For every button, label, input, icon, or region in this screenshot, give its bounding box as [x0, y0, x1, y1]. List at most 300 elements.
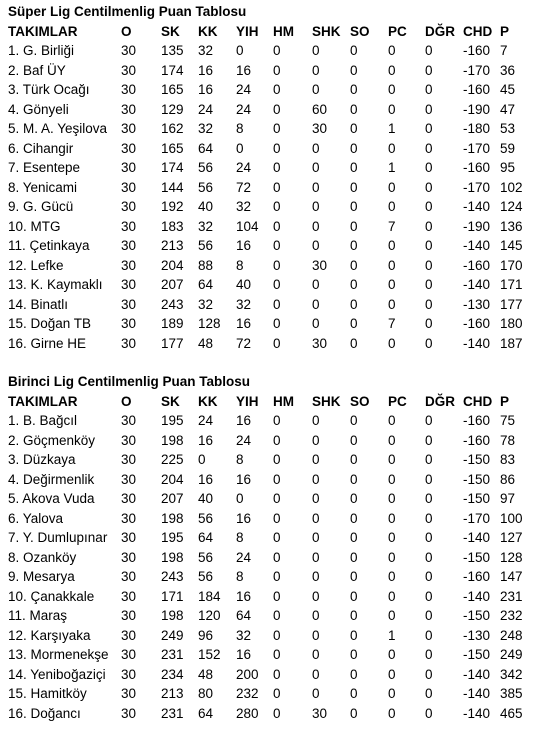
cell-yih: 16 — [236, 238, 252, 253]
cell-hm: 0 — [273, 335, 281, 351]
cell-team: 1. B. Bağcıl — [8, 413, 78, 428]
cell-dgr: 0 — [425, 316, 433, 331]
cell-hm: 0 — [273, 491, 281, 506]
cell-p: 102 — [500, 179, 523, 195]
cell-shk: 0 — [312, 452, 320, 467]
cell-yih: 24 — [236, 432, 252, 448]
cell-chd: -140 — [463, 705, 491, 721]
cell-hm: 0 — [273, 121, 281, 136]
cell-yih: 16 — [236, 471, 252, 487]
cell-yih: 72 — [236, 179, 252, 195]
cell-shk: 0 — [312, 199, 320, 214]
cell-so: 0 — [350, 432, 358, 448]
cell-so: 0 — [350, 296, 358, 312]
cell-chd: -130 — [463, 296, 491, 312]
birinci-lig-table — [8, 392, 533, 724]
cell-pc: 0 — [388, 569, 396, 584]
cell-shk: 0 — [312, 471, 320, 487]
cell-chd: -150 — [463, 608, 491, 623]
cell-o: 30 — [121, 530, 137, 545]
cell-sk: 213 — [161, 686, 184, 701]
cell-shk: 0 — [312, 608, 320, 623]
cell-chd: -160 — [463, 432, 491, 448]
cell-o: 30 — [121, 705, 137, 721]
cell-yih: 104 — [236, 218, 259, 234]
cell-team: 8. Ozanköy — [8, 549, 77, 565]
cell-sk: 234 — [161, 666, 184, 682]
table-row — [8, 314, 533, 334]
cell-kk: 56 — [198, 569, 214, 584]
cell-pc: 0 — [388, 491, 396, 506]
cell-kk: 32 — [198, 43, 214, 58]
cell-sk: 195 — [161, 413, 184, 428]
cell-so: 0 — [350, 627, 358, 643]
cell-sk: 198 — [161, 510, 184, 526]
cell-shk: 30 — [312, 257, 328, 273]
header-row — [8, 392, 533, 412]
cell-shk: 0 — [312, 569, 320, 584]
header-pc: PC — [388, 393, 407, 409]
table-row — [8, 431, 533, 451]
cell-o: 30 — [121, 452, 137, 467]
cell-pc: 0 — [388, 238, 396, 253]
table-row — [8, 139, 533, 159]
cell-dgr: 0 — [425, 452, 433, 467]
cell-dgr: 0 — [425, 82, 433, 97]
cell-so: 0 — [350, 608, 358, 623]
cell-shk: 0 — [312, 218, 320, 234]
table-row — [8, 450, 533, 470]
table-header — [8, 392, 533, 412]
cell-pc: 0 — [388, 413, 396, 428]
table-row — [8, 61, 533, 81]
cell-hm: 0 — [273, 666, 281, 682]
cell-kk: 56 — [198, 160, 214, 175]
cell-so: 0 — [350, 588, 358, 604]
cell-p: 78 — [500, 432, 516, 448]
table-row — [8, 275, 533, 295]
cell-p: 342 — [500, 666, 523, 682]
cell-hm: 0 — [273, 296, 281, 312]
cell-team: 16. Doğancı — [8, 705, 81, 721]
cell-sk: 249 — [161, 627, 184, 643]
cell-sk: 198 — [161, 549, 184, 565]
cell-so: 0 — [350, 530, 358, 545]
cell-team: 12. Karşıyaka — [8, 627, 91, 643]
cell-shk: 0 — [312, 588, 320, 604]
cell-yih: 72 — [236, 335, 252, 351]
cell-yih: 64 — [236, 608, 252, 623]
cell-shk: 0 — [312, 140, 320, 156]
table-row — [8, 509, 533, 529]
cell-dgr: 0 — [425, 62, 433, 78]
cell-team: 14. Yeniboğaziçi — [8, 666, 106, 682]
cell-o: 30 — [121, 335, 137, 351]
cell-so: 0 — [350, 335, 358, 351]
cell-shk: 0 — [312, 179, 320, 195]
cell-team: 4. Değirmenlik — [8, 471, 95, 487]
cell-sk: 183 — [161, 218, 184, 234]
cell-dgr: 0 — [425, 686, 433, 701]
cell-o: 30 — [121, 491, 137, 506]
cell-pc: 0 — [388, 296, 396, 312]
cell-team: 13. Mormenekşe — [8, 647, 109, 662]
cell-so: 0 — [350, 218, 358, 234]
cell-team: 9. G. Gücü — [8, 199, 74, 214]
cell-hm: 0 — [273, 549, 281, 565]
cell-pc: 0 — [388, 647, 396, 662]
cell-so: 0 — [350, 471, 358, 487]
cell-team: 15. Doğan TB — [8, 316, 92, 331]
cell-p: 100 — [500, 510, 523, 526]
cell-chd: -150 — [463, 452, 491, 467]
cell-kk: 56 — [198, 179, 214, 195]
cell-so: 0 — [350, 140, 358, 156]
cell-yih: 0 — [236, 43, 244, 58]
cell-team: 6. Yalova — [8, 510, 64, 526]
table-row — [8, 334, 533, 354]
cell-team: 11. Çetinkaya — [8, 238, 90, 253]
cell-kk: 16 — [198, 471, 214, 487]
cell-dgr: 0 — [425, 647, 433, 662]
header-yih: YIH — [236, 23, 259, 39]
cell-chd: -160 — [463, 160, 491, 175]
cell-yih: 8 — [236, 257, 244, 273]
cell-team: 3. Düzkaya — [8, 452, 76, 467]
cell-p: 128 — [500, 549, 523, 565]
cell-yih: 8 — [236, 530, 244, 545]
cell-team: 12. Lefke — [8, 257, 64, 273]
cell-pc: 0 — [388, 62, 396, 78]
cell-chd: -140 — [463, 666, 491, 682]
cell-kk: 32 — [198, 218, 214, 234]
cell-hm: 0 — [273, 199, 281, 214]
cell-shk: 0 — [312, 432, 320, 448]
cell-so: 0 — [350, 238, 358, 253]
header-yih: YIH — [236, 393, 259, 409]
cell-shk: 0 — [312, 647, 320, 662]
cell-o: 30 — [121, 413, 137, 428]
header-chd: CHD — [463, 23, 493, 39]
cell-dgr: 0 — [425, 432, 433, 448]
cell-shk: 30 — [312, 121, 328, 136]
cell-hm: 0 — [273, 608, 281, 623]
cell-o: 30 — [121, 121, 137, 136]
cell-so: 0 — [350, 569, 358, 584]
cell-shk: 0 — [312, 238, 320, 253]
cell-shk: 0 — [312, 43, 320, 58]
cell-kk: 64 — [198, 140, 214, 156]
cell-dgr: 0 — [425, 179, 433, 195]
cell-sk: 129 — [161, 101, 184, 117]
cell-chd: -150 — [463, 647, 491, 662]
table-row — [8, 684, 533, 704]
cell-hm: 0 — [273, 316, 281, 331]
cell-p: 127 — [500, 530, 523, 545]
header-shk: SHK — [312, 393, 341, 409]
cell-team: 9. Mesarya — [8, 569, 75, 584]
cell-sk: 165 — [161, 82, 184, 97]
cell-kk: 40 — [198, 199, 214, 214]
cell-team: 2. Baf ÜY — [8, 62, 66, 78]
cell-team: 16. Girne HE — [8, 335, 87, 351]
cell-hm: 0 — [273, 569, 281, 584]
cell-so: 0 — [350, 647, 358, 662]
cell-team: 2. Göçmenköy — [8, 432, 96, 448]
cell-sk: 144 — [161, 179, 184, 195]
cell-o: 30 — [121, 686, 137, 701]
cell-yih: 0 — [236, 140, 244, 156]
header-so: SO — [350, 23, 370, 39]
cell-team: 10. MTG — [8, 218, 61, 234]
cell-p: 249 — [500, 647, 523, 662]
header-so: SO — [350, 393, 370, 409]
table-row — [8, 528, 533, 548]
cell-o: 30 — [121, 569, 137, 584]
cell-shk: 0 — [312, 413, 320, 428]
cell-so: 0 — [350, 491, 358, 506]
cell-dgr: 0 — [425, 413, 433, 428]
cell-chd: -180 — [463, 121, 491, 136]
cell-chd: -130 — [463, 627, 491, 643]
table-row — [8, 567, 533, 587]
cell-sk: 174 — [161, 160, 184, 175]
cell-pc: 0 — [388, 101, 396, 117]
cell-shk: 30 — [312, 335, 328, 351]
cell-dgr: 0 — [425, 238, 433, 253]
cell-shk: 0 — [312, 160, 320, 175]
cell-kk: 24 — [198, 413, 214, 428]
table-row — [8, 80, 533, 100]
cell-so: 0 — [350, 257, 358, 273]
cell-o: 30 — [121, 647, 137, 662]
cell-shk: 0 — [312, 62, 320, 78]
cell-kk: 152 — [198, 647, 221, 662]
header-dgr: DĞR — [425, 23, 455, 39]
cell-team: 6. Cihangir — [8, 140, 74, 156]
table-row — [8, 548, 533, 568]
cell-sk: 171 — [161, 588, 184, 604]
cell-p: 83 — [500, 452, 516, 467]
cell-sk: 243 — [161, 296, 184, 312]
cell-chd: -150 — [463, 471, 491, 487]
table-row — [8, 256, 533, 276]
cell-kk: 24 — [198, 101, 214, 117]
table-row — [8, 295, 533, 315]
table-row — [8, 197, 533, 217]
cell-yih: 232 — [236, 686, 259, 701]
cell-pc: 0 — [388, 257, 396, 273]
cell-hm: 0 — [273, 647, 281, 662]
cell-sk: 231 — [161, 705, 184, 721]
cell-o: 30 — [121, 277, 137, 292]
cell-yih: 16 — [236, 510, 252, 526]
cell-hm: 0 — [273, 705, 281, 721]
cell-dgr: 0 — [425, 608, 433, 623]
cell-o: 30 — [121, 238, 137, 253]
cell-yih: 32 — [236, 199, 252, 214]
cell-p: 465 — [500, 705, 523, 721]
cell-p: 59 — [500, 140, 516, 156]
cell-o: 30 — [121, 62, 137, 78]
cell-sk: 165 — [161, 140, 184, 156]
cell-pc: 0 — [388, 588, 396, 604]
cell-kk: 96 — [198, 627, 214, 643]
cell-team: 10. Çanakkale — [8, 588, 95, 604]
cell-yih: 8 — [236, 121, 244, 136]
cell-kk: 56 — [198, 238, 214, 253]
cell-shk: 0 — [312, 82, 320, 97]
table-row — [8, 587, 533, 607]
cell-sk: 207 — [161, 491, 184, 506]
cell-pc: 1 — [388, 160, 396, 175]
table-row — [8, 665, 533, 685]
cell-pc: 0 — [388, 179, 396, 195]
cell-pc: 0 — [388, 199, 396, 214]
cell-team: 5. M. A. Yeşilova — [8, 121, 108, 136]
cell-o: 30 — [121, 179, 137, 195]
header-o: O — [121, 393, 132, 409]
cell-chd: -140 — [463, 335, 491, 351]
cell-pc: 0 — [388, 686, 396, 701]
cell-p: 95 — [500, 160, 516, 175]
cell-hm: 0 — [273, 101, 281, 117]
cell-dgr: 0 — [425, 257, 433, 273]
cell-pc: 0 — [388, 549, 396, 565]
cell-yih: 16 — [236, 647, 252, 662]
header-o: O — [121, 23, 132, 39]
cell-pc: 0 — [388, 705, 396, 721]
cell-hm: 0 — [273, 452, 281, 467]
cell-so: 0 — [350, 277, 358, 292]
cell-so: 0 — [350, 179, 358, 195]
cell-chd: -150 — [463, 549, 491, 565]
cell-pc: 7 — [388, 316, 396, 331]
cell-chd: -140 — [463, 238, 491, 253]
cell-p: 147 — [500, 569, 523, 584]
cell-yih: 24 — [236, 160, 252, 175]
cell-kk: 56 — [198, 549, 214, 565]
cell-o: 30 — [121, 432, 137, 448]
cell-team: 1. G. Birliği — [8, 43, 75, 58]
cell-dgr: 0 — [425, 140, 433, 156]
header-sk: SK — [161, 393, 180, 409]
cell-hm: 0 — [273, 43, 281, 58]
cell-p: 248 — [500, 627, 523, 643]
cell-dgr: 0 — [425, 160, 433, 175]
cell-kk: 80 — [198, 686, 214, 701]
cell-kk: 48 — [198, 335, 214, 351]
cell-hm: 0 — [273, 588, 281, 604]
cell-so: 0 — [350, 101, 358, 117]
cell-p: 47 — [500, 101, 516, 117]
cell-team: 14. Binatlı — [8, 296, 69, 312]
cell-sk: 207 — [161, 277, 184, 292]
cell-p: 385 — [500, 686, 523, 701]
table-row — [8, 41, 533, 61]
cell-dgr: 0 — [425, 666, 433, 682]
cell-hm: 0 — [273, 432, 281, 448]
cell-chd: -190 — [463, 101, 491, 117]
cell-hm: 0 — [273, 510, 281, 526]
cell-yih: 32 — [236, 627, 252, 643]
cell-pc: 0 — [388, 140, 396, 156]
cell-so: 0 — [350, 43, 358, 58]
cell-o: 30 — [121, 218, 137, 234]
cell-o: 30 — [121, 257, 137, 273]
cell-pc: 0 — [388, 335, 396, 351]
cell-yih: 24 — [236, 549, 252, 565]
cell-yih: 40 — [236, 277, 252, 292]
cell-pc: 0 — [388, 608, 396, 623]
cell-p: 180 — [500, 316, 523, 331]
cell-yih: 24 — [236, 82, 252, 97]
cell-pc: 0 — [388, 432, 396, 448]
cell-dgr: 0 — [425, 471, 433, 487]
cell-pc: 0 — [388, 277, 396, 292]
cell-o: 30 — [121, 160, 137, 175]
cell-chd: -160 — [463, 43, 491, 58]
cell-pc: 0 — [388, 471, 396, 487]
cell-kk: 32 — [198, 296, 214, 312]
cell-so: 0 — [350, 199, 358, 214]
header-kk: KK — [198, 393, 218, 409]
cell-chd: -170 — [463, 510, 491, 526]
cell-p: 171 — [500, 277, 523, 292]
cell-chd: -190 — [463, 218, 491, 234]
cell-chd: -140 — [463, 530, 491, 545]
header-sk: SK — [161, 23, 180, 39]
cell-chd: -160 — [463, 413, 491, 428]
cell-hm: 0 — [273, 277, 281, 292]
table-row — [8, 119, 533, 139]
cell-kk: 16 — [198, 62, 214, 78]
cell-sk: 204 — [161, 257, 184, 273]
cell-chd: -170 — [463, 62, 491, 78]
table-row — [8, 411, 533, 431]
cell-pc: 0 — [388, 452, 396, 467]
cell-sk: 213 — [161, 238, 184, 253]
cell-o: 30 — [121, 588, 137, 604]
cell-dgr: 0 — [425, 218, 433, 234]
cell-p: 145 — [500, 238, 523, 253]
cell-o: 30 — [121, 101, 137, 117]
cell-p: 124 — [500, 199, 523, 214]
cell-shk: 0 — [312, 296, 320, 312]
cell-so: 0 — [350, 510, 358, 526]
cell-shk: 0 — [312, 491, 320, 506]
cell-shk: 0 — [312, 277, 320, 292]
cell-chd: -140 — [463, 277, 491, 292]
cell-yih: 16 — [236, 316, 252, 331]
cell-so: 0 — [350, 82, 358, 97]
cell-kk: 184 — [198, 588, 221, 604]
cell-chd: -140 — [463, 588, 491, 604]
cell-sk: 198 — [161, 432, 184, 448]
cell-p: 36 — [500, 62, 516, 78]
cell-shk: 0 — [312, 510, 320, 526]
cell-chd: -140 — [463, 199, 491, 214]
cell-hm: 0 — [273, 471, 281, 487]
cell-team: 15. Hamitköy — [8, 686, 87, 701]
table-row — [8, 470, 533, 490]
cell-so: 0 — [350, 316, 358, 331]
cell-shk: 60 — [312, 101, 328, 117]
cell-yih: 0 — [236, 491, 244, 506]
cell-yih: 16 — [236, 62, 252, 78]
cell-o: 30 — [121, 627, 137, 643]
cell-dgr: 0 — [425, 588, 433, 604]
